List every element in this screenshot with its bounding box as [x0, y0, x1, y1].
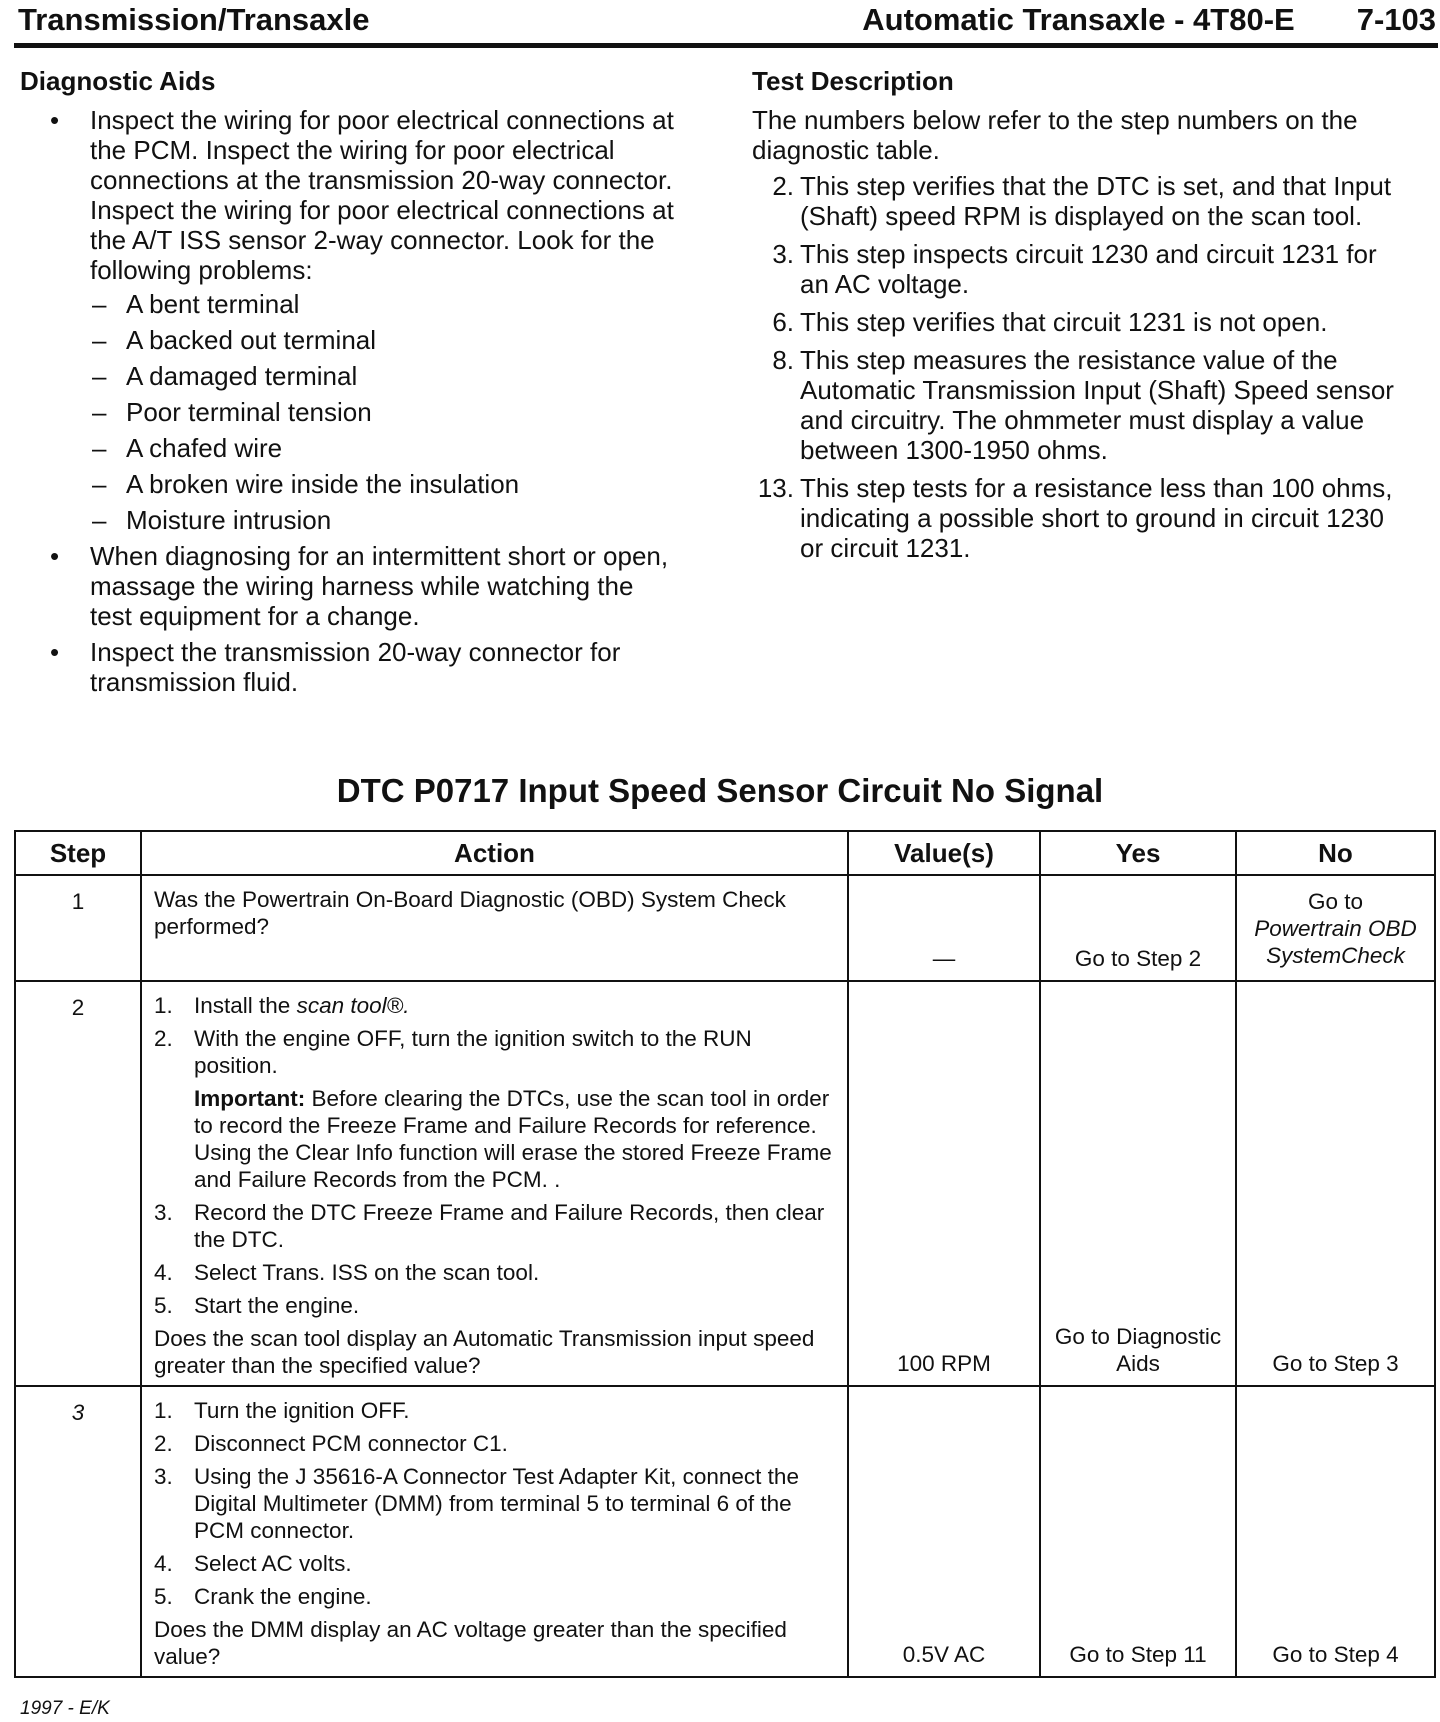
step-number: 13. [757, 473, 794, 503]
dash-icon: – [92, 505, 107, 535]
problem-text: A chafed wire [126, 433, 283, 463]
problem-text: Poor terminal tension [126, 397, 372, 427]
action-number: 1. [154, 1398, 173, 1423]
page-number: 7-103 [1356, 2, 1436, 37]
action-number: 5. [154, 1293, 173, 1318]
yes-cell: Go to Diagnostic Aids [1040, 981, 1236, 1386]
important-note [154, 1085, 837, 1193]
step-cell: 3 [15, 1386, 141, 1677]
list-item [752, 239, 1412, 299]
yes-cell: Go to Step 2 [1040, 875, 1236, 981]
column-header-yes: Yes [1040, 831, 1236, 875]
step-number: 2. [772, 171, 794, 201]
no-cell: Go to Step 3 [1236, 981, 1435, 1386]
bullet-text: Inspect the wiring for poor electrical connections at the PCM. Inspect the wiring for poor electrical connections at the transmission 20-way connector. Inspect the wiring for poor electrical connections at the A/T ISS sensor 2-way connector. Look for the following problems: [90, 105, 674, 285]
value-cell: 100 RPM [848, 981, 1040, 1386]
list-item [752, 307, 1412, 337]
no-prefix: Go to [1307, 889, 1364, 914]
bullet-text: When diagnosing for an intermittent short or open, massage the wiring harness while watching the test equipment for a change. [90, 541, 669, 631]
action-question: Does the DMM display an AC voltage greater than the specified value? [154, 1617, 787, 1669]
action-question: Does the scan tool display an Automatic Transmission input speed greater than the specified value? [154, 1326, 815, 1378]
action-list [154, 1199, 837, 1319]
action-number: 4. [154, 1260, 173, 1285]
important-label: Important: [194, 1086, 306, 1111]
action-number: 2. [154, 1431, 173, 1456]
step-cell: 1 [15, 875, 141, 981]
action-list [154, 1397, 837, 1610]
action-number: 3. [154, 1464, 173, 1489]
list-item [752, 473, 1412, 563]
step-number: 6. [772, 307, 794, 337]
action-number: 3. [154, 1200, 173, 1225]
action-text: Turn the ignition OFF. [194, 1398, 410, 1423]
table-title: DTC P0717 Input Speed Sensor Circuit No Signal [336, 772, 1104, 809]
action-number: 1. [154, 993, 173, 1018]
list-item [154, 992, 837, 1019]
action-number: 2. [154, 1026, 173, 1051]
list-item [20, 105, 680, 535]
list-item [154, 1550, 837, 1577]
step-text: This step verifies that the DTC is set, and that Input (Shaft) speed RPM is displayed on the scan tool. [800, 171, 1392, 231]
no-reference-line-2: SystemCheck [1266, 943, 1405, 968]
dash-icon: – [92, 469, 107, 499]
dash-icon: – [92, 325, 107, 355]
list-item [90, 469, 680, 499]
action-text: Select AC volts. [194, 1551, 352, 1576]
action-text: Select Trans. ISS on the scan tool. [194, 1260, 540, 1285]
table-row [15, 981, 1435, 1386]
page-header [14, 2, 1438, 46]
problem-list [90, 289, 680, 535]
value-cell: 0.5V AC [848, 1386, 1040, 1677]
problem-text: A bent terminal [126, 289, 300, 319]
step-cell: 2 [15, 981, 141, 1386]
footer-text: 1997 - E/K [20, 1698, 110, 1719]
dash-icon: – [92, 433, 107, 463]
test-description-intro: The numbers below refer to the step numbers on the diagnostic table. [752, 105, 1358, 165]
action-cell [141, 875, 848, 981]
step-text: This step measures the resistance value of the Automatic Transmission Input (Shaft) Speed sensor and circuitry. The ohmmeter must display a value between 1300-1950 ohms. [800, 345, 1394, 465]
action-text: Disconnect PCM connector C1. [194, 1431, 508, 1456]
no-cell [1236, 875, 1435, 981]
table-header-row [15, 831, 1435, 875]
list-item [90, 505, 680, 535]
no-cell: Go to Step 4 [1236, 1386, 1435, 1677]
dash-icon: – [92, 361, 107, 391]
action-text: Using the J 35616-A Connector Test Adapter Kit, connect the Digital Multimeter (DMM) from terminal 5 to terminal 6 of the PCM connector. [194, 1464, 799, 1543]
table-row [15, 1386, 1435, 1677]
list-item [154, 1025, 837, 1079]
important-text: Before clearing the DTCs, use the scan tool in order to record the Freeze Frame and Failure Records for reference. Using the Clear Info function will erase the stored Freeze Frame and Failure Records from the PCM. . [194, 1086, 832, 1192]
diagnostic-table [14, 830, 1436, 1678]
section-title: Transmission/Transaxle [18, 2, 370, 37]
action-text: With the engine OFF, turn the ignition switch to the RUN position. [194, 1026, 752, 1078]
action-cell [141, 1386, 848, 1677]
problem-text: A broken wire inside the insulation [126, 469, 520, 499]
list-item [20, 541, 680, 631]
action-list [154, 992, 837, 1079]
problem-text: A damaged terminal [126, 361, 358, 391]
action-text: Record the DTC Freeze Frame and Failure Records, then clear the DTC. [194, 1200, 825, 1252]
column-header-step: Step [15, 831, 141, 875]
diagnostic-aids-list [20, 105, 680, 697]
table-row [15, 875, 1435, 981]
list-item [154, 1583, 837, 1610]
action-cell [141, 981, 848, 1386]
action-text: Install the [194, 993, 297, 1018]
bullet-icon: • [50, 541, 60, 571]
chapter-name: Automatic Transaxle - 4T80-E [862, 2, 1295, 37]
chapter-title [862, 2, 1436, 38]
action-text: Crank the engine. [194, 1584, 372, 1609]
action-number: 5. [154, 1584, 173, 1609]
list-item [154, 1199, 837, 1253]
test-description-list [752, 171, 1412, 563]
step-number: 8. [772, 345, 794, 375]
list-item [90, 289, 680, 319]
list-item [20, 637, 680, 697]
action-number: 4. [154, 1551, 173, 1576]
action-text: Start the engine. [194, 1293, 360, 1318]
no-reference-line-1: Powertrain OBD [1254, 916, 1417, 941]
bullet-text: Inspect the transmission 20-way connector for transmission fluid. [90, 637, 621, 697]
list-item [90, 433, 680, 463]
yes-cell: Go to Step 11 [1040, 1386, 1236, 1677]
dash-icon: – [92, 397, 107, 427]
value-cell: — [848, 875, 1040, 981]
column-header-action: Action [141, 831, 848, 875]
diagnostic-aids-section [20, 66, 680, 703]
bullet-icon: • [50, 105, 60, 135]
list-item [752, 345, 1412, 465]
step-text: This step verifies that circuit 1231 is not open. [800, 307, 1328, 337]
list-item [154, 1397, 837, 1424]
action-text-italic: scan tool®. [296, 993, 410, 1018]
header-rule [14, 43, 1438, 48]
list-item [154, 1430, 837, 1457]
list-item [90, 325, 680, 355]
list-item [90, 361, 680, 391]
test-description-heading: Test Description [752, 66, 954, 96]
column-header-no: No [1236, 831, 1435, 875]
action-question: Was the Powertrain On-Board Diagnostic (OBD) System Check performed? [154, 887, 786, 939]
list-item [752, 171, 1412, 231]
column-header-values: Value(s) [848, 831, 1040, 875]
list-item [154, 1259, 837, 1286]
list-item [154, 1292, 837, 1319]
diagnostic-aids-heading: Diagnostic Aids [20, 66, 216, 96]
test-description-section [752, 66, 1412, 571]
list-item [154, 1463, 837, 1544]
bullet-icon: • [50, 637, 60, 667]
problem-text: A backed out terminal [126, 325, 377, 355]
step-text: This step inspects circuit 1230 and circuit 1231 for an AC voltage. [800, 239, 1377, 299]
list-item [90, 397, 680, 427]
dash-icon: – [92, 289, 107, 319]
step-number: 3. [772, 239, 794, 269]
step-text: This step tests for a resistance less than 100 ohms, indicating a possible short to ground in circuit 1230 or circuit 1231. [800, 473, 1393, 563]
problem-text: Moisture intrusion [126, 505, 332, 535]
